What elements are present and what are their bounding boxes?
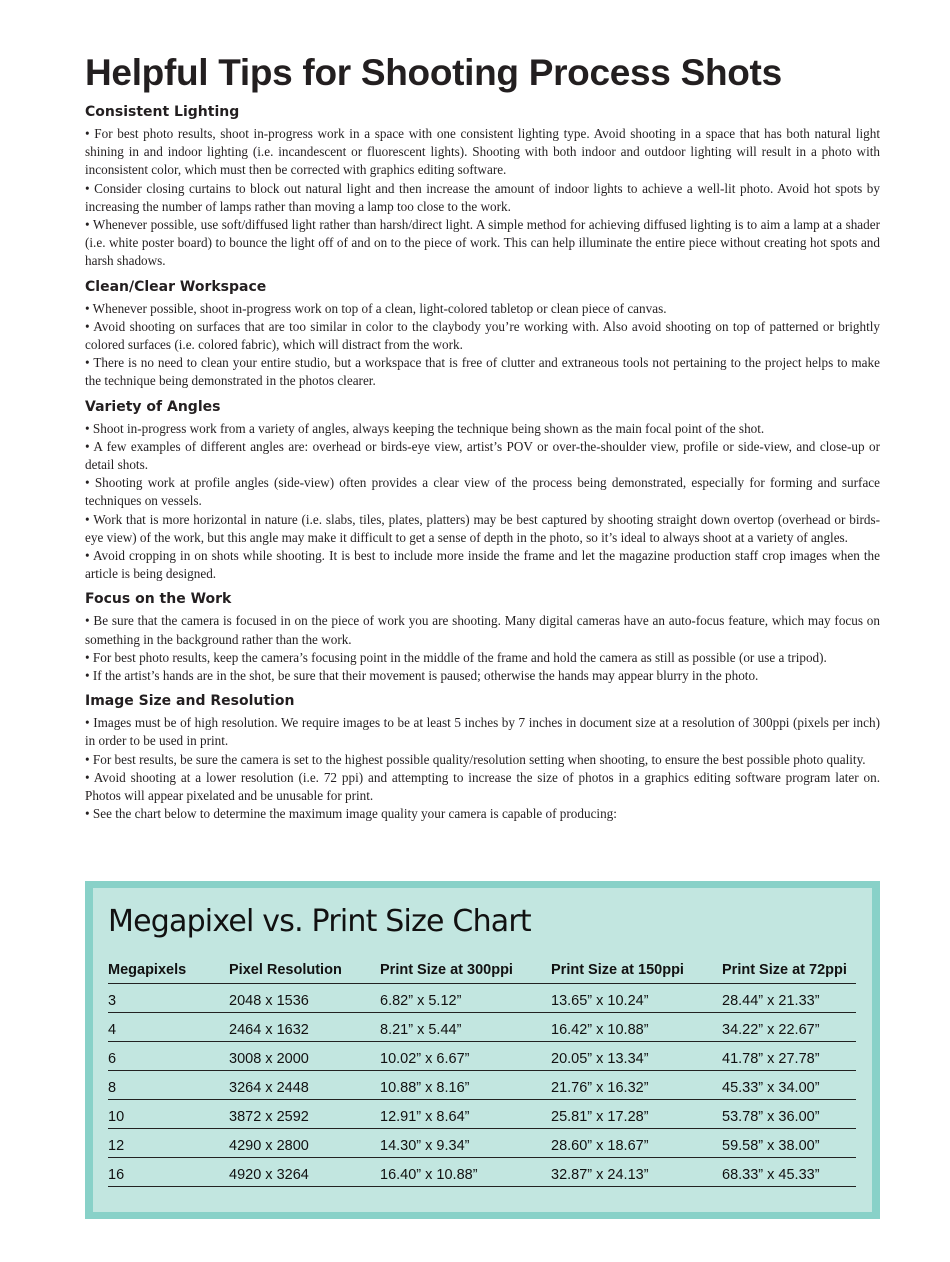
- table-cell: 13.65” x 10.24”: [551, 984, 722, 1013]
- table-cell: 16: [108, 1158, 229, 1187]
- table-cell: 3: [108, 984, 229, 1013]
- table-cell: 3008 x 2000: [229, 1042, 380, 1071]
- table-cell: 4: [108, 1013, 229, 1042]
- table-cell: 10: [108, 1100, 229, 1129]
- column-header: Megapixels: [108, 960, 229, 984]
- megapixel-chart-panel: [93, 888, 872, 1212]
- bullet-item: • A few examples of different angles are: overhead or birds-eye view, artist’s POV or over-the-shoulder view, profile or side-view, and close-up or detail shots.: [85, 438, 880, 473]
- megapixel-chart-box: [85, 881, 880, 1219]
- bullet-item: • For best results, be sure the camera is set to the highest possible quality/resolution setting when shooting, to ensure the best possible photo quality.: [85, 751, 866, 767]
- bullet-item: • Avoid cropping in on shots while shooting. It is best to include more inside the frame and let the magazine production staff crop images when the article is being designed.: [85, 548, 880, 582]
- section-heading: Clean/Clear Workspace: [85, 278, 267, 295]
- table-header-row: [108, 960, 856, 984]
- bullet-item: • Images must be of high resolution. We require images to be at least 5 inches by 7 inches in document size at a resolution of 300ppi (pixels per inch) in order to be used in print.: [85, 715, 880, 749]
- bullet-item: • See the chart below to determine the maximum image quality your camera is capable of producing:: [85, 806, 617, 822]
- table-row: [108, 1013, 856, 1042]
- bullet-item: • Whenever possible, shoot in-progress work on top of a clean, light-colored tabletop or clean piece of canvas.: [85, 300, 667, 316]
- table-row: [108, 1129, 856, 1158]
- table-cell: 34.22” x 22.67”: [722, 1013, 856, 1042]
- bullet-item: • Shooting work at profile angles (side-view) often provides a clear view of the process being demonstrated, especially for forming and surface techniques on vessels.: [85, 475, 880, 509]
- bullet-item: • Avoid shooting at a lower resolution (i.e. 72 ppi) and attempting to increase the size of photos in a graphics editing software program later on. Photos will appear pixelated and be unusable for print.: [85, 769, 880, 804]
- table-row: [108, 1071, 856, 1100]
- table-cell: 6: [108, 1042, 229, 1071]
- table-row: [108, 1042, 856, 1071]
- page-title: Helpful Tips for Shooting Process Shots: [85, 52, 782, 93]
- bullet-item: • Avoid shooting on surfaces that are too similar in color to the claybody you’re working with. Also avoid shooting on top of patterned or brightly colored surfaces (i.e. colored fabric), which will distract from the work.: [85, 318, 880, 353]
- table-cell: 3872 x 2592: [229, 1100, 380, 1129]
- table-cell: 4920 x 3264: [229, 1158, 380, 1187]
- table-cell: 25.81” x 17.28”: [551, 1100, 722, 1129]
- table-cell: 10.88” x 8.16”: [380, 1071, 551, 1100]
- table-cell: 8: [108, 1071, 229, 1100]
- table-cell: 4290 x 2800: [229, 1129, 380, 1158]
- document-page: [85, 50, 880, 824]
- table-row: [108, 1158, 856, 1187]
- table-cell: 6.82” x 5.12”: [380, 984, 551, 1013]
- section-heading: Consistent Lighting: [85, 104, 240, 120]
- table-cell: 28.44” x 21.33”: [722, 984, 856, 1013]
- table-cell: 14.30” x 9.34”: [380, 1129, 551, 1158]
- bullet-item: • Work that is more horizontal in nature (i.e. slabs, tiles, plates, platters) may be best captured by shooting straight down overtop (overhead or birds-eye view) of the work, but this angle may make it difficult to get a sense of depth in the photo, so it’s ideal to always shoot at a variety of angles.: [85, 511, 880, 545]
- table-cell: 45.33” x 34.00”: [722, 1071, 856, 1100]
- column-header: Pixel Resolution: [229, 960, 380, 984]
- section-clean-workspace: [85, 277, 880, 391]
- bullet-item: • Consider closing curtains to block out natural light and then increase the amount of indoor lights to achieve a well-lit photo. Avoid hot spots by increasing the number of lamps rather than moving a lamp too close to the work.: [85, 180, 880, 214]
- table-cell: 10.02” x 6.67”: [380, 1042, 551, 1071]
- bullet-item: • Shoot in-progress work from a variety of angles, always keeping the technique being shown as the main focal point of the shot.: [85, 420, 765, 436]
- table-row: [108, 984, 856, 1013]
- bullet-item: • There is no need to clean your entire studio, but a workspace that is free of clutter and extraneous tools not pertaining to the project helps to make the technique being demonstrated in the photos clearer.: [85, 355, 880, 389]
- bullet-item: • Be sure that the camera is focused in on the piece of work you are shooting. Many digital cameras have an auto-focus feature, which may focus on something in the background rather than the work.: [85, 613, 880, 647]
- chart-title: Megapixel vs. Print Size Chart: [108, 904, 531, 939]
- bullet-item: • If the artist’s hands are in the shot, be sure that their movement is paused; otherwise the hands may appear blurry in the photo.: [85, 668, 759, 684]
- column-header: Print Size at 72ppi: [722, 960, 856, 984]
- section-heading: Focus on the Work: [85, 591, 232, 608]
- table-cell: 28.60” x 18.67”: [551, 1129, 722, 1158]
- table-cell: 2464 x 1632: [229, 1013, 380, 1042]
- print-size-table: [108, 960, 856, 1187]
- table-cell: 32.87” x 24.13”: [551, 1158, 722, 1187]
- table-cell: 12: [108, 1129, 229, 1158]
- section-focus-on-work: [85, 589, 880, 685]
- column-header: Print Size at 300ppi: [380, 960, 551, 984]
- table-row: [108, 1100, 856, 1129]
- table-cell: 68.33” x 45.33”: [722, 1158, 856, 1187]
- table-cell: 59.58” x 38.00”: [722, 1129, 856, 1158]
- table-cell: 3264 x 2448: [229, 1071, 380, 1100]
- section-variety-of-angles: [85, 397, 880, 584]
- table-cell: 41.78” x 27.78”: [722, 1042, 856, 1071]
- table-cell: 2048 x 1536: [229, 984, 380, 1013]
- bullet-item: • Whenever possible, use soft/diffused light rather than harsh/direct light. A simple method for achieving diffused lighting is to aim a lamp at a shader (i.e. white poster board) to bounce the light off of and on to the piece of work. This can help illuminate the entire piece without creating hot spots and harsh shadows.: [85, 217, 880, 269]
- section-consistent-lighting: [85, 102, 880, 271]
- table-cell: 20.05” x 13.34”: [551, 1042, 722, 1071]
- column-header: Print Size at 150ppi: [551, 960, 722, 984]
- table-cell: 8.21” x 5.44”: [380, 1013, 551, 1042]
- table-cell: 16.40” x 10.88”: [380, 1158, 551, 1187]
- bullet-item: • For best photo results, keep the camera’s focusing point in the middle of the frame and hold the camera as still as possible (or use a tripod).: [85, 649, 827, 665]
- table-cell: 16.42” x 10.88”: [551, 1013, 722, 1042]
- section-heading: Image Size and Resolution: [85, 693, 295, 710]
- section-image-size-resolution: [85, 691, 880, 823]
- table-cell: 12.91” x 8.64”: [380, 1100, 551, 1129]
- section-heading: Variety of Angles: [85, 398, 221, 415]
- bullet-item: • For best photo results, shoot in-progress work in a space with one consistent lighting type. Avoid shooting in a space that has both natural light shining in and indoor lighting (i.e. incandescent or fluorescent lights). Shooting with both indoor and outdoor lighting will result in a photo with inconsistent color, which must then be corrected with graphics editing software.: [85, 126, 880, 178]
- table-cell: 21.76” x 16.32”: [551, 1071, 722, 1100]
- table-cell: 53.78” x 36.00”: [722, 1100, 856, 1129]
